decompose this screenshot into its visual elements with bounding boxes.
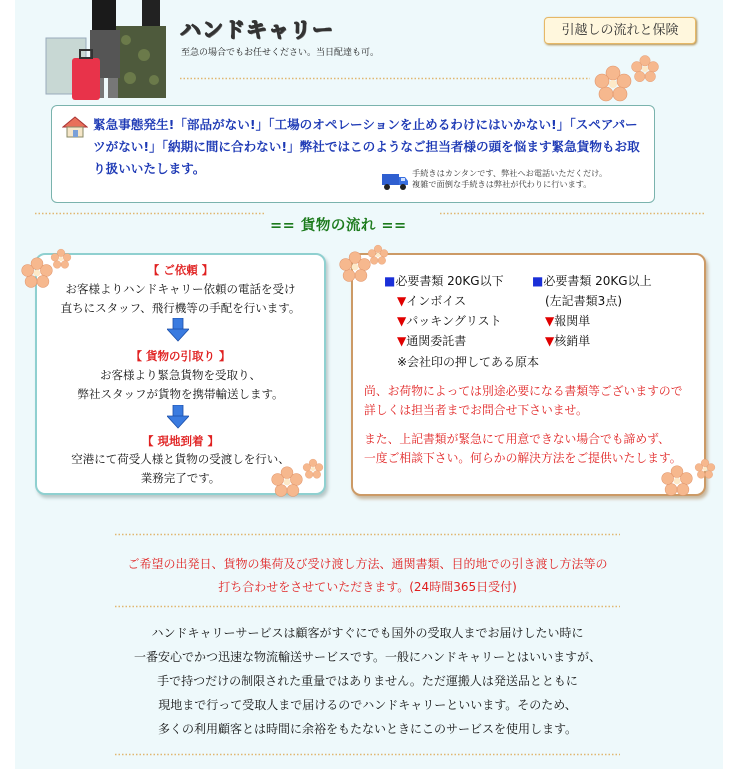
contact-notice [0, 553, 735, 599]
procedure-note [412, 168, 607, 190]
house-icon [62, 116, 88, 138]
description-line: 現地まで行って受取人まで届けるのでハンドキャリーといいます。そのため、 [158, 698, 577, 712]
document-item: ▼核銷単 [545, 334, 591, 348]
step-line: 空港にて荷受人様と貨物の受渡しを行い、 [71, 452, 290, 466]
flower-decoration [694, 458, 716, 480]
document-item: ▼報関単 [545, 314, 591, 328]
notice-line: 打ち合わせをさせていただきます。(24時間365日受付) [218, 580, 517, 594]
under-20kg-header: ■必要書類 20KG以下 [384, 274, 504, 288]
step-title: 【 現地到着 】 [141, 434, 219, 448]
step-title: 【 ご依頼 】 [147, 263, 214, 277]
red-triangle-icon: ▼ [397, 314, 407, 328]
arrow-down-icon [167, 318, 189, 342]
flower-decoration [367, 244, 389, 266]
section-title: == 貨物の流れ == [270, 218, 407, 234]
section-divider-left [35, 212, 265, 215]
moving-flow-insurance-link[interactable]: 引越しの流れと保険 [544, 17, 696, 44]
documents-box [351, 253, 706, 496]
truck-icon [381, 171, 409, 191]
over-20kg-sub: (左記書類3点) [545, 294, 622, 308]
intro-text: 緊急事態発生!「部品がない!」「工場のオペレーションを止めるわけにはいかない!」「スペアパーツがない!」「納期に間に合わない!」弊社ではこのようなご担当者様の頭を悩ます緊急貨物もお取り扱いいたします。 [93, 117, 640, 176]
service-description [0, 621, 735, 741]
blue-square-icon: ■ [532, 274, 544, 288]
flow-steps-box [35, 253, 326, 495]
page-title: ハンドキャリー [180, 18, 334, 42]
warning-line: 尚、お荷物によっては別途必要になる書類等ございますので [364, 384, 683, 398]
bottom-divider-middle [115, 605, 620, 608]
seal-note: ※会社印の押してある原本 [397, 355, 540, 369]
documents-warning-2 [364, 430, 682, 468]
step-description [37, 366, 324, 404]
procedure-note-line1: 手続きはカンタンです、弊社へお電話いただくだけ。 [412, 168, 608, 178]
warning-line: 一度ご相談下さい。何らかの解決方法をご提供いたします。 [364, 451, 682, 465]
procedure-note-line2: 複雑で面倒な手続きは弊社が代わりに行います。 [412, 179, 592, 189]
bottom-divider-top [115, 533, 620, 536]
flower-decoration [20, 256, 54, 290]
description-line: 一番安心でかつ迅速な物流輸送サービスです。一般にハンドキャリーとはいいますが、 [133, 650, 602, 664]
description-line: ハンドキャリーサービスは顧客がすぐにでも国外の受取人までお届けしたい時に [151, 626, 584, 640]
page-subtitle: 至急の場合でもお任せください。当日配達も可。 [181, 48, 380, 58]
red-triangle-icon: ▼ [545, 334, 555, 348]
step-line: 直ちにスタッフ、飛行機等の手配を行います。 [60, 301, 301, 315]
flower-decoration [660, 464, 694, 498]
blue-square-icon: ■ [384, 274, 396, 288]
warning-line: 詳しくは担当者までお問合せ下さいませ。 [364, 403, 588, 417]
documents-warning-1 [364, 382, 683, 420]
flower-decoration [302, 458, 324, 480]
step-line: お客様よりハンドキャリー依頼の電話を受け [65, 282, 296, 296]
section-divider-right [440, 212, 705, 215]
flower-decoration [50, 248, 72, 270]
step-line: 弊社スタッフが貨物を携帯輸送します。 [77, 387, 284, 401]
red-triangle-icon: ▼ [397, 334, 407, 348]
warning-line: また、上記書類が緊急にて用意できない場合でも諦めず、 [364, 432, 670, 446]
red-triangle-icon: ▼ [545, 314, 555, 328]
step-line: お客様より緊急貨物を受取り、 [100, 368, 261, 382]
flower-decoration [270, 465, 304, 499]
description-line: 多くの利用顧客とは時間に余裕をもたないときにこのサービスを使用します。 [157, 722, 578, 736]
description-line: 手で持つだけの制限された重量ではありません。ただ運搬人は発送品とともに [157, 674, 578, 688]
document-item: ▼パッキングリスト [397, 314, 502, 328]
arrow-down-icon [167, 405, 189, 429]
flower-decoration [593, 64, 633, 104]
step-title: 【 貨物の引取り 】 [130, 349, 231, 363]
red-triangle-icon: ▼ [397, 294, 407, 308]
document-item: ▼インボイス [397, 294, 467, 308]
step-description [37, 280, 324, 318]
over-20kg-header: ■必要書類 20KG以上 [532, 274, 652, 288]
step-line: 業務完了です。 [140, 471, 221, 485]
notice-line: ご希望の出発日、貨物の集荷及び受け渡し方法、通関書類、目的地での引き渡し方法等の [127, 557, 608, 571]
document-item: ▼通関委託書 [397, 334, 467, 348]
flower-decoration [630, 54, 660, 84]
bottom-divider-end [115, 753, 620, 756]
hand-carry-photo [44, 0, 168, 102]
header-divider [180, 77, 590, 80]
